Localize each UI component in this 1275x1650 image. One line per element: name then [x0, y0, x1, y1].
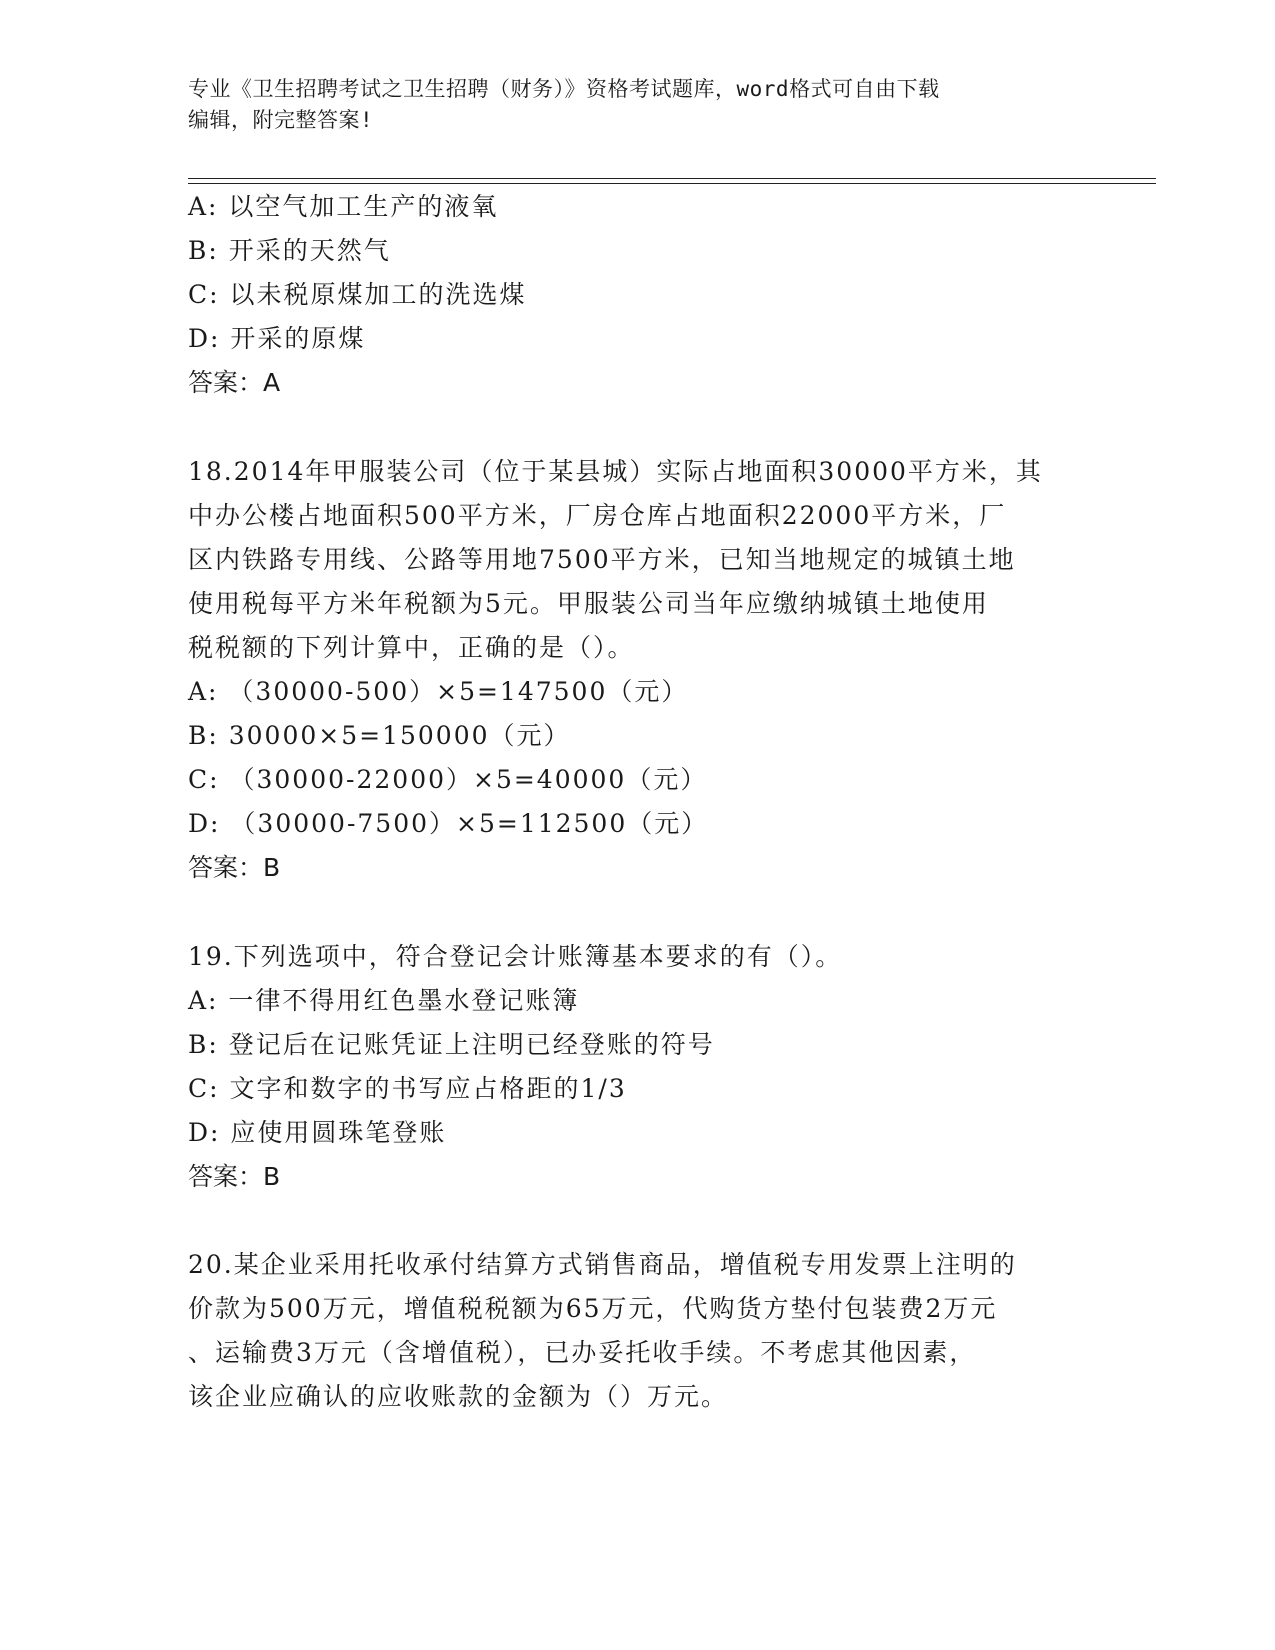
q19-option-d: D: 应使用圆珠笔登账 [188, 1118, 447, 1147]
q18-stem-line-2: 中办公楼占地面积500平方米，厂房仓库占地面积22000平方米，厂 [188, 501, 1007, 530]
header-divider-top [188, 178, 1156, 179]
q18-option-d: D: （30000-7500）×5=112500（元） [188, 809, 709, 838]
header-divider-bottom [188, 183, 1156, 184]
document-header [188, 74, 1088, 136]
q17-option-a: A: 以空气加工生产的液氧 [188, 192, 499, 221]
header-line-1: 专业《卫生招聘考试之卫生招聘（财务）》资格考试题库，word格式可自由下载 [188, 77, 940, 101]
q17-option-b: B: 开采的天然气 [188, 236, 391, 265]
q19-answer: 答案：B [188, 1162, 281, 1191]
q19-option-b: B: 登记后在记账凭证上注明已经登账的符号 [188, 1030, 715, 1059]
q18-option-c: C: （30000-22000）×5=40000（元） [188, 765, 708, 794]
q17-answer: 答案：A [188, 368, 281, 397]
q19-option-c: C: 文字和数字的书写应占格距的1/3 [188, 1074, 627, 1103]
q19-stem-line-1: 19.下列选项中，符合登记会计账簿基本要求的有（）。 [188, 942, 843, 971]
q18-answer: 答案：B [188, 853, 281, 882]
q17-option-c: C: 以未税原煤加工的洗选煤 [188, 280, 527, 309]
q20-stem-line-1: 20.某企业采用托收承付结算方式销售商品，增值税专用发票上注明的 [188, 1250, 1017, 1279]
q18-option-b: B: 30000×5=150000（元） [188, 721, 571, 750]
q19-option-a: A: 一律不得用红色墨水登记账簿 [188, 986, 580, 1015]
q20-stem-line-4: 该企业应确认的应收账款的金额为（）万元。 [188, 1382, 729, 1411]
q18-stem-line-5: 税税额的下列计算中，正确的是（）。 [188, 633, 635, 662]
q20-stem-line-3: 、运输费3万元（含增值税），已办妥托收手续。不考虑其他因素， [188, 1338, 977, 1367]
header-line-2: 编辑，附完整答案! [188, 108, 374, 132]
q17-option-d: D: 开采的原煤 [188, 324, 366, 353]
q18-stem-line-1: 18.2014年甲服装公司（位于某县城）实际占地面积30000平方米，其 [188, 457, 1043, 486]
q18-stem-line-3: 区内铁路专用线、公路等用地7500平方米，已知当地规定的城镇土地 [188, 545, 1016, 574]
q18-stem-line-4: 使用税每平方米年税额为5元。甲服装公司当年应缴纳城镇土地使用 [188, 589, 989, 618]
q18-option-a: A: （30000-500）×5=147500（元） [188, 677, 689, 706]
q20-stem-line-2: 价款为500万元，增值税税额为65万元，代购货方垫付包装费2万元 [188, 1294, 998, 1323]
